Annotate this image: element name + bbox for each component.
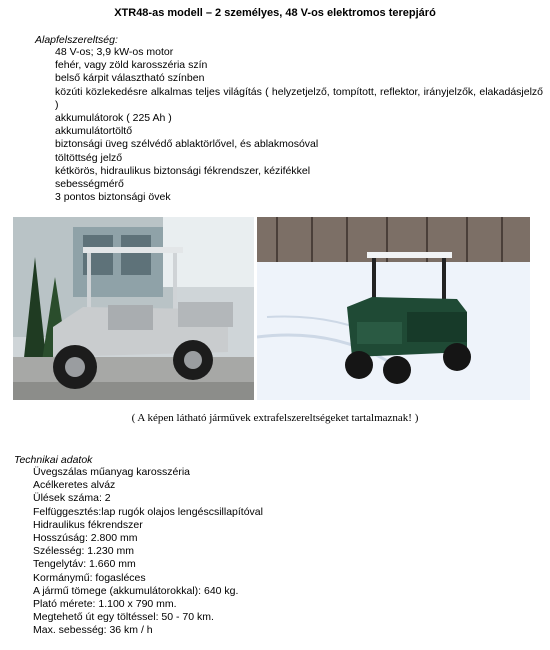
list-item: Max. sebesség: 36 km / h	[33, 624, 153, 637]
list-item: Tengelytáv: 1.660 mm	[33, 558, 136, 571]
list-item: belső kárpit választható színben	[55, 72, 205, 85]
list-item: Kormánymű: fogasléces	[33, 571, 146, 584]
list-item: Megtehető út egy töltéssel: 50 - 70 km.	[33, 611, 214, 624]
list-item: Plató mérete: 1.100 x 790 mm.	[33, 598, 177, 611]
list-item: kétkörös, hidraulikus biztonsági fékrendszer, kézifékkel	[55, 164, 311, 177]
list-item: Ülések száma: 2	[33, 492, 111, 505]
list-item: Hidraulikus fékrendszer	[33, 518, 143, 531]
technical-data-list	[33, 466, 533, 638]
list-item: sebességmérő	[55, 178, 124, 191]
document-title: XTR48-as modell – 2 személyes, 48 V-os elektromos terepjáró	[114, 7, 436, 19]
list-item: akkumulátortöltő	[55, 125, 133, 138]
list-item: Üvegszálas műanyag karosszéria	[33, 466, 190, 478]
basic-equipment-heading: Alapfelszereltség:	[35, 34, 118, 46]
list-item: töltöttség jelző	[55, 151, 123, 164]
photo-caption: ( A képen látható járművek extrafelszereltségeket tartalmaznak! )	[131, 412, 419, 424]
list-item: Acélkeretes alváz	[33, 479, 116, 492]
list-item: közúti közlekedésre alkalmas teljes világítás ( helyzetjelző, tompított, reflektor, irányjelzők, elakadásjelző )	[55, 85, 543, 111]
list-item: biztonsági üveg szélvédő ablaktörlővel, és ablakmosóval	[55, 138, 319, 151]
list-item: A jármű tömege (akkumulátorokkal): 640 kg.	[33, 584, 239, 597]
silver-vehicle-photo	[13, 217, 254, 400]
technical-data-heading: Technikai adatok	[14, 454, 93, 466]
list-item: 3 pontos biztonsági övek	[55, 191, 171, 204]
list-item: akkumulátorok ( 225 Ah )	[55, 112, 172, 125]
list-item: Szélesség: 1.230 mm	[33, 545, 134, 558]
green-vehicle-snow-photo	[257, 217, 530, 400]
list-item: fehér, vagy zöld karosszéria szín	[55, 59, 208, 72]
list-item: 48 V-os; 3,9 kW-os motor	[55, 46, 174, 58]
list-item: Felfüggesztés:lap rugók olajos lengéscsillapítóval	[33, 505, 263, 518]
basic-equipment-list	[55, 46, 543, 204]
list-item: Hosszúság: 2.800 mm	[33, 532, 138, 545]
